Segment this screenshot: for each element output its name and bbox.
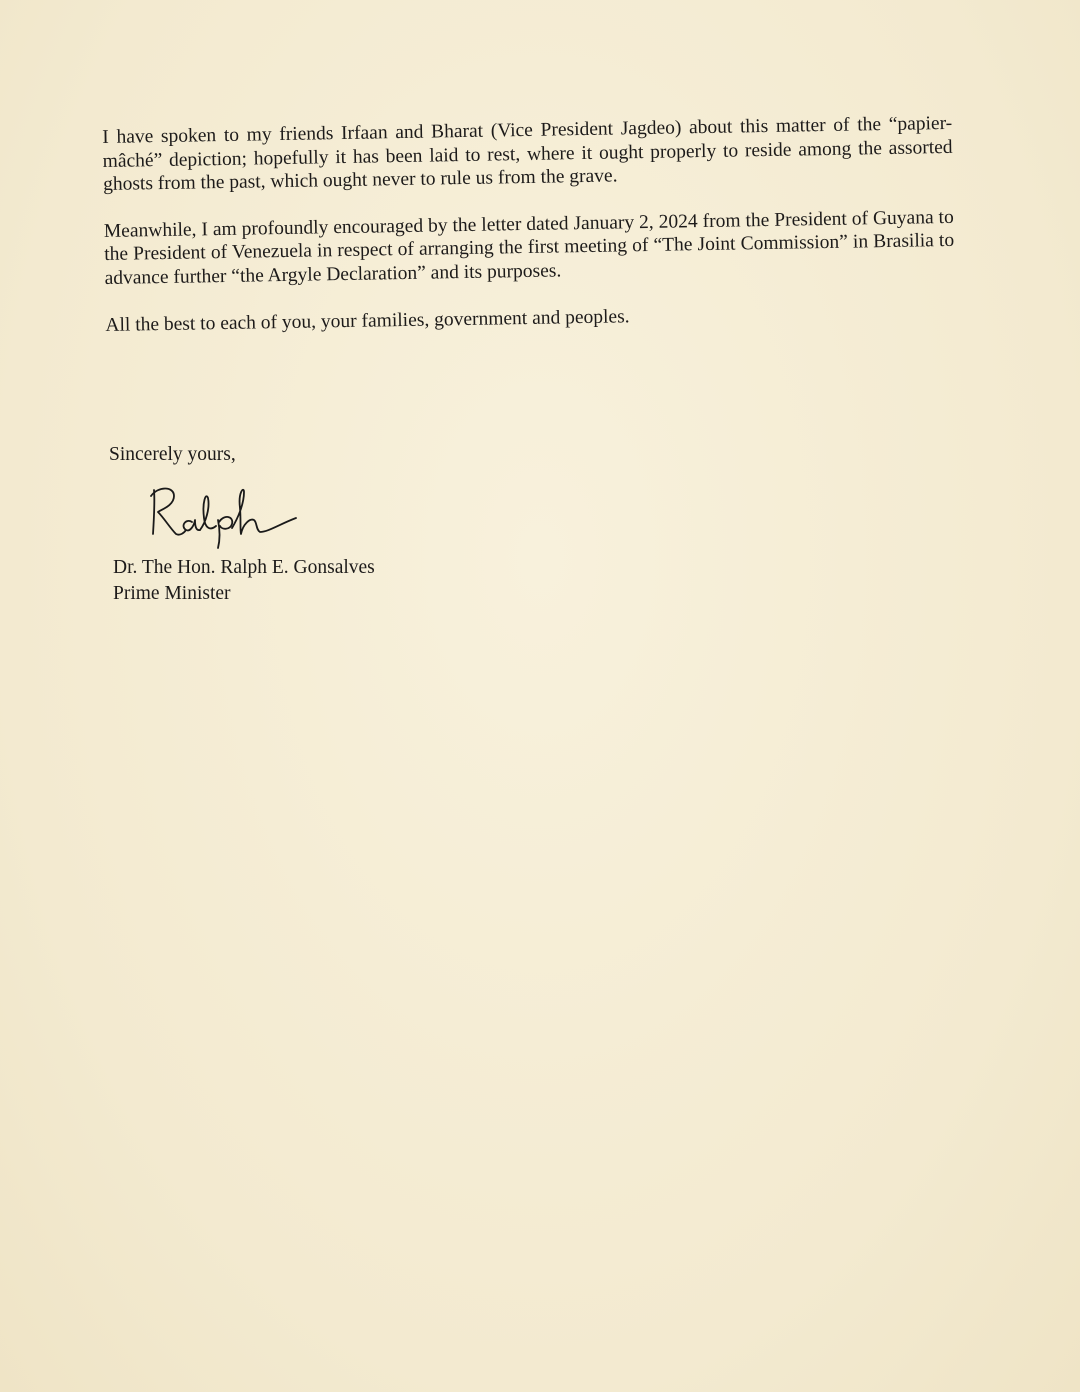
paragraph-2: Meanwhile, I am profoundly encouraged by the letter dated January 2, 2024 from the President of Guyana to the President of Venezuela in respect of arranging the first meeting of “The Joint Commission” in Brasilia to advance further “the Argyle Declaration” and its purposes. [103,206,955,289]
signatory-name: Dr. The Hon. Ralph E. Gonsalves [113,557,375,578]
closing-salutation: Sincerely yours, [109,444,236,465]
signatory-title: Prime Minister [113,583,231,604]
handwritten-signature [140,478,310,550]
paragraph-1: I have spoken to my friends Irfaan and Bharat (Vice President Jagdeo) about this matter of the “papier-mâché” depiction; hopefully it has been laid to rest, where it ought properly to reside among the assorted ghosts from the past, which ought never to rule us from the grave. [102,112,953,195]
letter-body [102,104,956,338]
paragraph-3: All the best to each of you, your families, government and peoples. [105,306,630,336]
